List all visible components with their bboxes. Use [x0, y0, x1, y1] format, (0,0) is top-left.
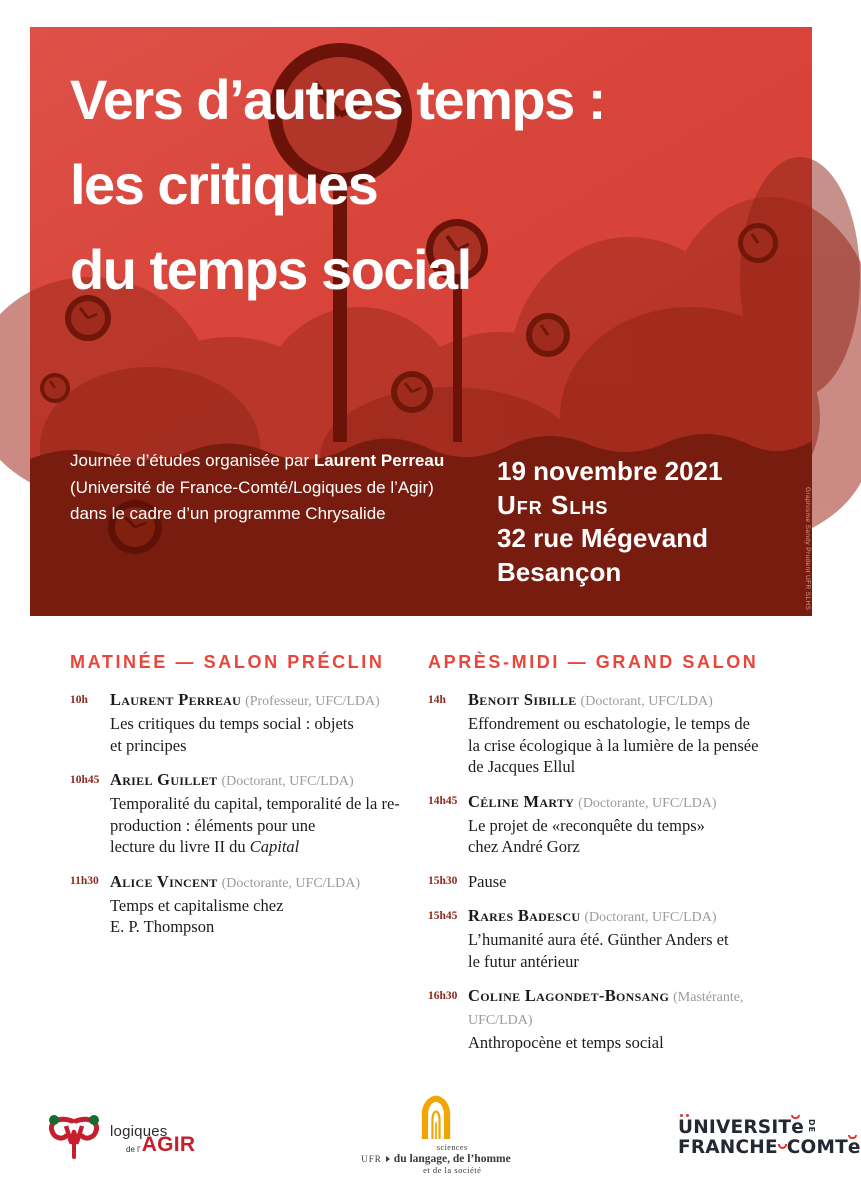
- speaker-role: (Doctorant, UFC/LDA): [221, 774, 354, 789]
- agir-word-agir: AGIR: [141, 1132, 196, 1156]
- pause-label: Pause: [468, 871, 507, 891]
- organizer-line: dans le cadre d’un programme Chrysalide: [70, 504, 386, 523]
- event-city: Besançon: [497, 556, 622, 587]
- clock-icon: [526, 313, 570, 357]
- organizer-name: Laurent Perreau: [313, 451, 445, 470]
- morning-heading: MATINÉE — SALON PRÉCLIN: [70, 652, 385, 672]
- poster-title-line: Vers d’autres temps :: [70, 68, 605, 131]
- univ-word-de: DE: [806, 1119, 816, 1134]
- talk-title-italic: Capital: [249, 837, 300, 856]
- talk-title-line: la crise écologique à la lumière de la pensée: [468, 735, 759, 755]
- clock-icon: [391, 371, 433, 413]
- schedule-item: [428, 985, 784, 1054]
- speaker-name: Laurent Perreau: [110, 690, 242, 709]
- session-time: 15h30: [428, 875, 458, 887]
- talk-title-line: [110, 836, 428, 858]
- ufr-name-line: du langage, de l’homme: [393, 1153, 511, 1165]
- schedule-item: [428, 905, 784, 972]
- afternoon-column: [428, 652, 784, 1067]
- clock-icon: [738, 223, 778, 263]
- schedule-item: [70, 769, 428, 858]
- talk-title-line: et principes: [110, 735, 187, 755]
- talk-title-line: Temporalité du capital, temporalité de la re-: [110, 794, 400, 813]
- design-credit: Graphisme Sandy Prudent UFR SLHS: [804, 486, 811, 610]
- talk-title-line: Effondrement ou eschatologie, le temps de: [468, 714, 750, 733]
- talk-title-line: de Jacques Ellul: [468, 757, 576, 776]
- speaker-role: (Doctorant, UFC/LDA): [584, 910, 717, 925]
- talk-title-fragment: lecture du livre II du: [110, 837, 250, 856]
- poster-title-line: du temps social: [70, 238, 471, 301]
- triangle-bullet-icon: [386, 1156, 390, 1162]
- red-link-accent: [778, 1144, 787, 1149]
- talk-title-line: L’humanité aura été. Günther Anders et: [468, 930, 729, 949]
- talk-title-line: Le projet de «reconquête du temps»: [468, 815, 705, 835]
- universite-franche-comte-logo: [678, 1118, 861, 1158]
- clock-icon: [40, 373, 70, 403]
- session-time: 11h30: [70, 875, 99, 887]
- logiques-agir-logo: [45, 1112, 195, 1160]
- poster-title-line: les critiques: [70, 153, 378, 216]
- organizer-line: (Université de France-Comté/Logiques de l’Agir): [70, 477, 434, 497]
- event-venue: Ufr Slhs: [497, 489, 609, 520]
- schedule-item: [428, 791, 784, 858]
- arch-icon: [416, 1093, 456, 1139]
- speaker-name: Coline Lagondet-Bonsang: [468, 986, 670, 1005]
- agir-wordmark: [110, 1119, 195, 1154]
- speaker-name: Céline Marty: [468, 791, 575, 811]
- morning-column: [70, 652, 428, 1067]
- speaker-role: (Doctorant, UFC/LDA): [580, 694, 713, 709]
- event-info: [497, 455, 722, 589]
- organizer-line: [70, 448, 444, 475]
- univ-letter-e: [791, 1118, 804, 1138]
- event-address: 32 rue Mégevand: [497, 523, 708, 553]
- talk-title-line: Anthropocène et temps social: [468, 1033, 664, 1052]
- speaker-role: (Professeur, UFC/LDA): [245, 694, 380, 709]
- schedule-item: [428, 689, 784, 778]
- univ-word-franche: FRANCHE: [678, 1137, 778, 1158]
- speaker-name: Rares Badescu: [468, 906, 581, 925]
- red-dots-accent: [680, 1114, 683, 1117]
- univ-letter-e: [848, 1138, 861, 1158]
- session-time: 10h45: [70, 773, 100, 786]
- organizer-text: [70, 448, 444, 528]
- schedule-item: [70, 689, 428, 756]
- univ-text: UNIVERSIT: [678, 1117, 792, 1138]
- agir-bird-icon: [45, 1112, 103, 1160]
- afternoon-heading: APRÈS-MIDI — GRAND SALON: [428, 652, 759, 672]
- speaker-name: Alice Vincent: [110, 871, 218, 891]
- univ-text: e: [847, 1137, 861, 1158]
- talk-title-line: production : éléments pour une: [110, 815, 316, 835]
- organizer-prefix: Journée d’études organisée par: [70, 451, 314, 470]
- session-time: 16h30: [428, 989, 458, 1002]
- session-time: 14h45: [428, 795, 458, 807]
- univ-word-comte: COMT: [786, 1137, 848, 1158]
- ufr-name-line: et de la société: [423, 1165, 482, 1175]
- agir-word-de: de l’: [126, 1144, 141, 1154]
- speaker-name: Ariel Guillet: [110, 770, 218, 789]
- speaker-role: (Doctorante, UFC/LDA): [221, 875, 360, 891]
- talk-title-line: Temps et capitalisme chez: [110, 895, 284, 915]
- ufr-name-line: sciences: [436, 1143, 468, 1152]
- ufr-slhs-logo: [356, 1093, 516, 1175]
- session-time: 10h: [70, 693, 88, 706]
- session-time: 14h: [428, 693, 446, 706]
- univ-text: e: [791, 1117, 804, 1138]
- session-time: 15h45: [428, 909, 458, 922]
- talk-title-line: chez André Gorz: [468, 837, 580, 856]
- ufr-prefix: UFR: [361, 1154, 382, 1164]
- talk-title-line: le futur antérieur: [468, 951, 579, 971]
- talk-title-line: E. P. Thompson: [110, 917, 215, 936]
- schedule-item: [70, 871, 428, 938]
- agir-word-logiques: logiques: [110, 1122, 168, 1140]
- poster-title: [70, 57, 605, 312]
- schedule-item: [428, 871, 784, 893]
- speaker-name: Benoit Sibille: [468, 690, 577, 709]
- univ-word-universite: [678, 1118, 791, 1138]
- schedule: [70, 652, 784, 1067]
- hero-banner: [30, 27, 812, 616]
- ufr-name: [394, 1143, 511, 1175]
- speaker-role: (Doctorante, UFC/LDA): [578, 795, 717, 811]
- speaker-role: (Mastérante, UFC/LDA): [468, 990, 744, 1028]
- event-date: 19 novembre 2021: [497, 456, 723, 486]
- talk-title-line: Les critiques du temps social : objets: [110, 714, 354, 733]
